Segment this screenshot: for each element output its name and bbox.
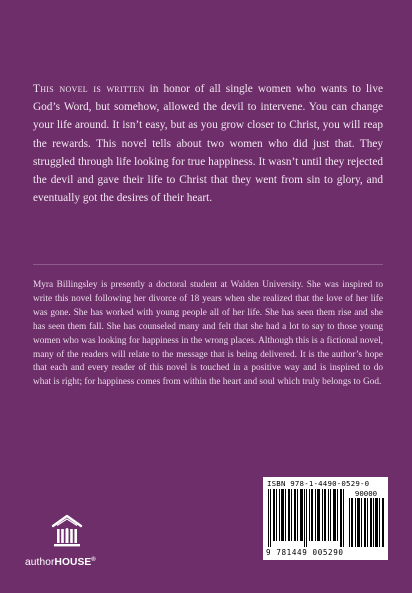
- isbn-barcode: [263, 477, 388, 560]
- barcode-addon-number: 90000: [354, 489, 378, 498]
- book-blurb: [33, 80, 383, 207]
- author-bio: Myra Billingsley is presently a doctoral student at Walden University. She was inspired to write this novel following her divorce of 18 years when she realized that the love of her life was gone. She has worked with young people all of her life. She has seen them rise and she has seen them fall. She has counseled many and felt that she had a lot to say to those young women who was looking for happiness in the wrong places. Although this is a fictional novel, many of the readers will relate to the message that is being delivered. It is the author’s hope that each and every reader of this novel is touched in a positive way and is inspired to do what is right; for happiness comes from within the heart and soul which truly belongs to God.: [33, 280, 383, 388]
- publisher-name-light: author: [25, 557, 55, 568]
- section-divider: [33, 264, 383, 265]
- ean-number: 9 781449 005290: [266, 548, 344, 557]
- blurb-text: in honor of all single women who wants to live God’s Word, but somehow, allowed the devil to intervene. You can change your life around. It isn’t easy, but as you grow closer to Christ, you will reap the rewards. This novel tells about two women who did just that. They struggled through life looking for true happiness. It wasn’t until they rejected the devil and gave their life to Christ that they went from sin to glory, and eventually got the desires of their heart.: [33, 83, 383, 205]
- authorhouse-logo-icon: [48, 512, 86, 550]
- isbn-label: ISBN 978-1-4490-0529-0: [267, 479, 370, 488]
- blurb-lead-in: This novel is written: [33, 83, 145, 95]
- registered-mark: ®: [91, 557, 96, 563]
- publisher-name-bold: HOUSE: [54, 557, 92, 568]
- ean-barcode-bars: [267, 489, 347, 547]
- publisher-name: [25, 557, 115, 568]
- publisher-logo: [25, 512, 115, 572]
- addon-barcode-bars: [349, 498, 385, 547]
